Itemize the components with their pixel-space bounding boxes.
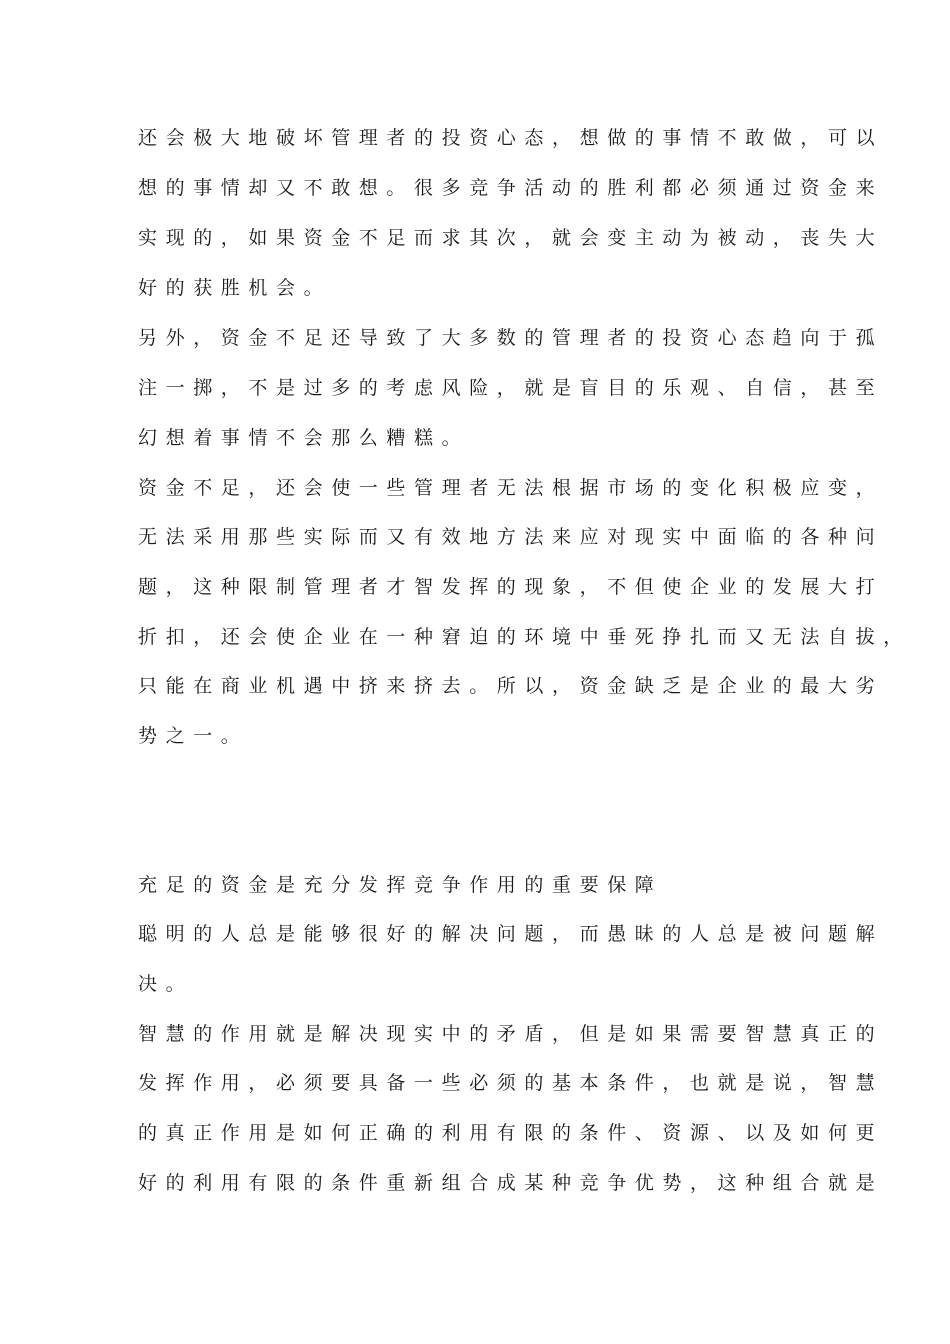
text-line: 资金不足，还会使一些管理者无法根据市场的变化积极应变， xyxy=(138,477,884,499)
text-line: 好的利用有限的条件重新组合成某种竞争优势，这种组合就是 xyxy=(138,1172,884,1194)
text-line: 注一掷，不是过多的考虑风险，就是盲目的乐观、自信，甚至 xyxy=(138,377,884,399)
text-line: 无法采用那些实际而又有效地方法来应对现实中面临的各种问 xyxy=(138,526,884,548)
text-line: 智慧的作用就是解决现实中的矛盾，但是如果需要智慧真正的 xyxy=(138,1023,884,1045)
text-line: 实现的，如果资金不足而求其次，就会变主动为被动，丧失大 xyxy=(138,227,884,249)
text-line: 好的获胜机会。 xyxy=(138,277,332,299)
text-line: 决。 xyxy=(138,973,194,995)
text-line: 另外，资金不足还导致了大多数的管理者的投资心态趋向于孤 xyxy=(138,327,884,349)
text-line: 势之一。 xyxy=(138,725,249,747)
text-line: 题，这种限制管理者才智发挥的现象，不但使企业的发展大打 xyxy=(138,576,884,598)
text-line: 还会极大地破坏管理者的投资心态，想做的事情不敢做，可以 xyxy=(138,127,884,149)
text-line: 聪明的人总是能够很好的解决问题，而愚昧的人总是被问题解 xyxy=(138,923,884,945)
text-line: 的真正作用是如何正确的利用有限的条件、资源、以及如何更 xyxy=(138,1122,884,1144)
section-heading: 充足的资金是充分发挥竞争作用的重要保障 xyxy=(138,874,663,896)
text-line: 想的事情却又不敢想。很多竞争活动的胜利都必须通过资金来 xyxy=(138,177,884,199)
text-line: 折扣，还会使企业在一种窘迫的环境中垂死挣扎而又无法自拔， xyxy=(138,626,911,648)
text-line: 幻想着事情不会那么糟糕。 xyxy=(138,427,470,449)
text-line: 只能在商业机遇中挤来挤去。所以，资金缺乏是企业的最大劣 xyxy=(138,675,884,697)
text-line: 发挥作用，必须要具备一些必须的基本条件，也就是说，智慧 xyxy=(138,1072,884,1094)
